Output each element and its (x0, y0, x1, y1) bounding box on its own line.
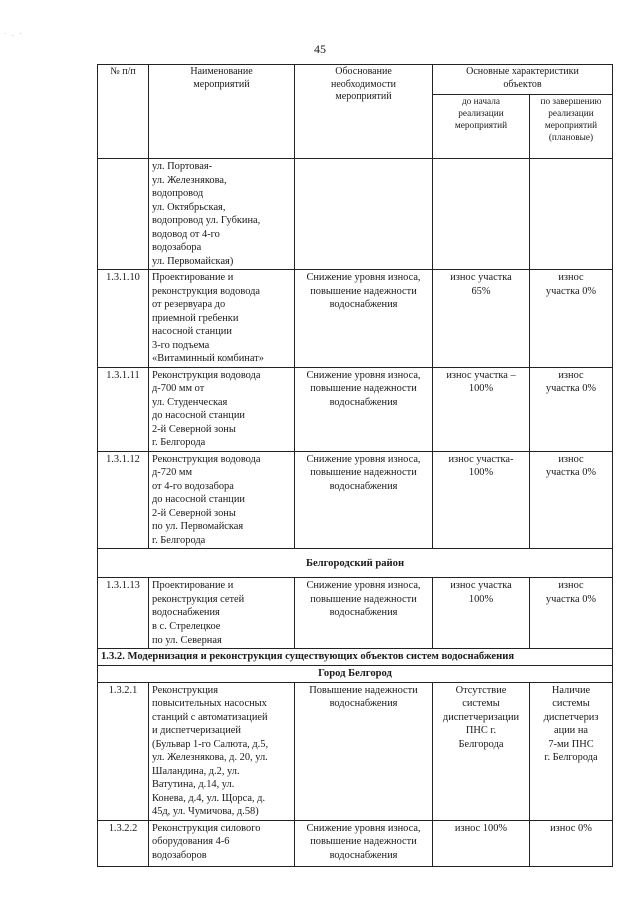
section-row (98, 649, 613, 666)
measure-name: Реконструкция водовода д-700 мм от ул. Студенческая до насосной станции 2-й Северной зоны г. Белгорода (149, 367, 295, 451)
section-subtitle: Город Белгород (98, 665, 613, 682)
row-number: 1.3.1.10 (98, 270, 149, 368)
header-name: Наименование мероприятий (149, 65, 295, 159)
section-title: Белгородский район (98, 549, 613, 578)
measure-name: Проектирование и реконструкция сетей водоснабжения в с. Стрелецкое по ул. Северная (149, 578, 295, 649)
table-row (98, 270, 613, 368)
header-reason: Обоснование необходимости мероприятий (295, 65, 433, 159)
page-number: 45 (314, 42, 326, 56)
measure-reason (295, 159, 433, 270)
value-after: Наличие системы диспетчериз ации на 7-ми ПНС г. Белгорода (530, 682, 613, 820)
measure-reason: Повышение надежности водоснабжения (295, 682, 433, 820)
measure-name: Реконструкция повысительных насосных станций с автоматизацией и диспетчеризацией (Бульвар 1-го Салюта, д.5, ул. Железнякова, д. 20, ул. Шаландина, д.2, ул. Ватутина, д.14, ул. Конева, д.4, ул. Щорса, д. 45д, ул. Чумичова, д.58) (149, 682, 295, 820)
value-before (433, 159, 530, 270)
table-row (98, 159, 613, 270)
table-row (98, 820, 613, 866)
measure-name: Реконструкция водовода д-720 мм от 4-го водозабора до насосной станции 2-й Северной зоны по ул. Первомайская г. Белгорода (149, 451, 295, 549)
measure-reason: Снижение уровня износа, повышение надежности водоснабжения (295, 820, 433, 866)
value-before: износ участка 65% (433, 270, 530, 368)
value-before: износ участка- 100% (433, 451, 530, 549)
header-num: № п/п (98, 65, 149, 159)
value-after: износ 0% (530, 820, 613, 866)
row-number: 1.3.1.13 (98, 578, 149, 649)
measure-reason: Снижение уровня износа, повышение надежности водоснабжения (295, 270, 433, 368)
row-number: 1.3.1.12 (98, 451, 149, 549)
row-number: 1.3.2.2 (98, 820, 149, 866)
row-number: 1.3.1.11 (98, 367, 149, 451)
measures-table (97, 64, 613, 867)
section-row (98, 665, 613, 682)
table-row (98, 578, 613, 649)
value-after: износ участка 0% (530, 367, 613, 451)
measure-name: Реконструкция силового оборудования 4-6 водозаборов (149, 820, 295, 866)
scan-mark: · . · (4, 30, 24, 38)
measure-name: ул. Портовая- ул. Железнякова, водопровод ул. Октябрьская, водопровод ул. Губкина, водовод от 4-го водозабора ул. Первомайская) (149, 159, 295, 270)
measure-reason: Снижение уровня износа, повышение надежности водоснабжения (295, 578, 433, 649)
row-number (98, 159, 149, 270)
section-row (98, 549, 613, 578)
value-before: износ участка – 100% (433, 367, 530, 451)
row-number: 1.3.2.1 (98, 682, 149, 820)
value-after: износ участка 0% (530, 578, 613, 649)
measure-name: Проектирование и реконструкция водовода от резервуара до приемной гребенки насосной станции 3-го подъема «Витаминный комбинат» (149, 270, 295, 368)
value-before: Отсутствие системы диспетчеризации ПНС г. Белгорода (433, 682, 530, 820)
section-title: 1.3.2. Модернизация и реконструкция существующих объектов систем водоснабжения (98, 649, 613, 666)
table-row (98, 367, 613, 451)
value-after (530, 159, 613, 270)
header-characteristics: Основные характеристики объектов (433, 65, 613, 95)
measure-reason: Снижение уровня износа, повышение надежности водоснабжения (295, 367, 433, 451)
value-after: износ участка 0% (530, 451, 613, 549)
value-after: износ участка 0% (530, 270, 613, 368)
table-row (98, 451, 613, 549)
header-before: до начала реализации мероприятий (433, 95, 530, 159)
table-row (98, 682, 613, 820)
value-before: износ участка 100% (433, 578, 530, 649)
header-after: по завершению реализации мероприятий (плановые) (530, 95, 613, 159)
value-before: износ 100% (433, 820, 530, 866)
measure-reason: Снижение уровня износа, повышение надежности водоснабжения (295, 451, 433, 549)
